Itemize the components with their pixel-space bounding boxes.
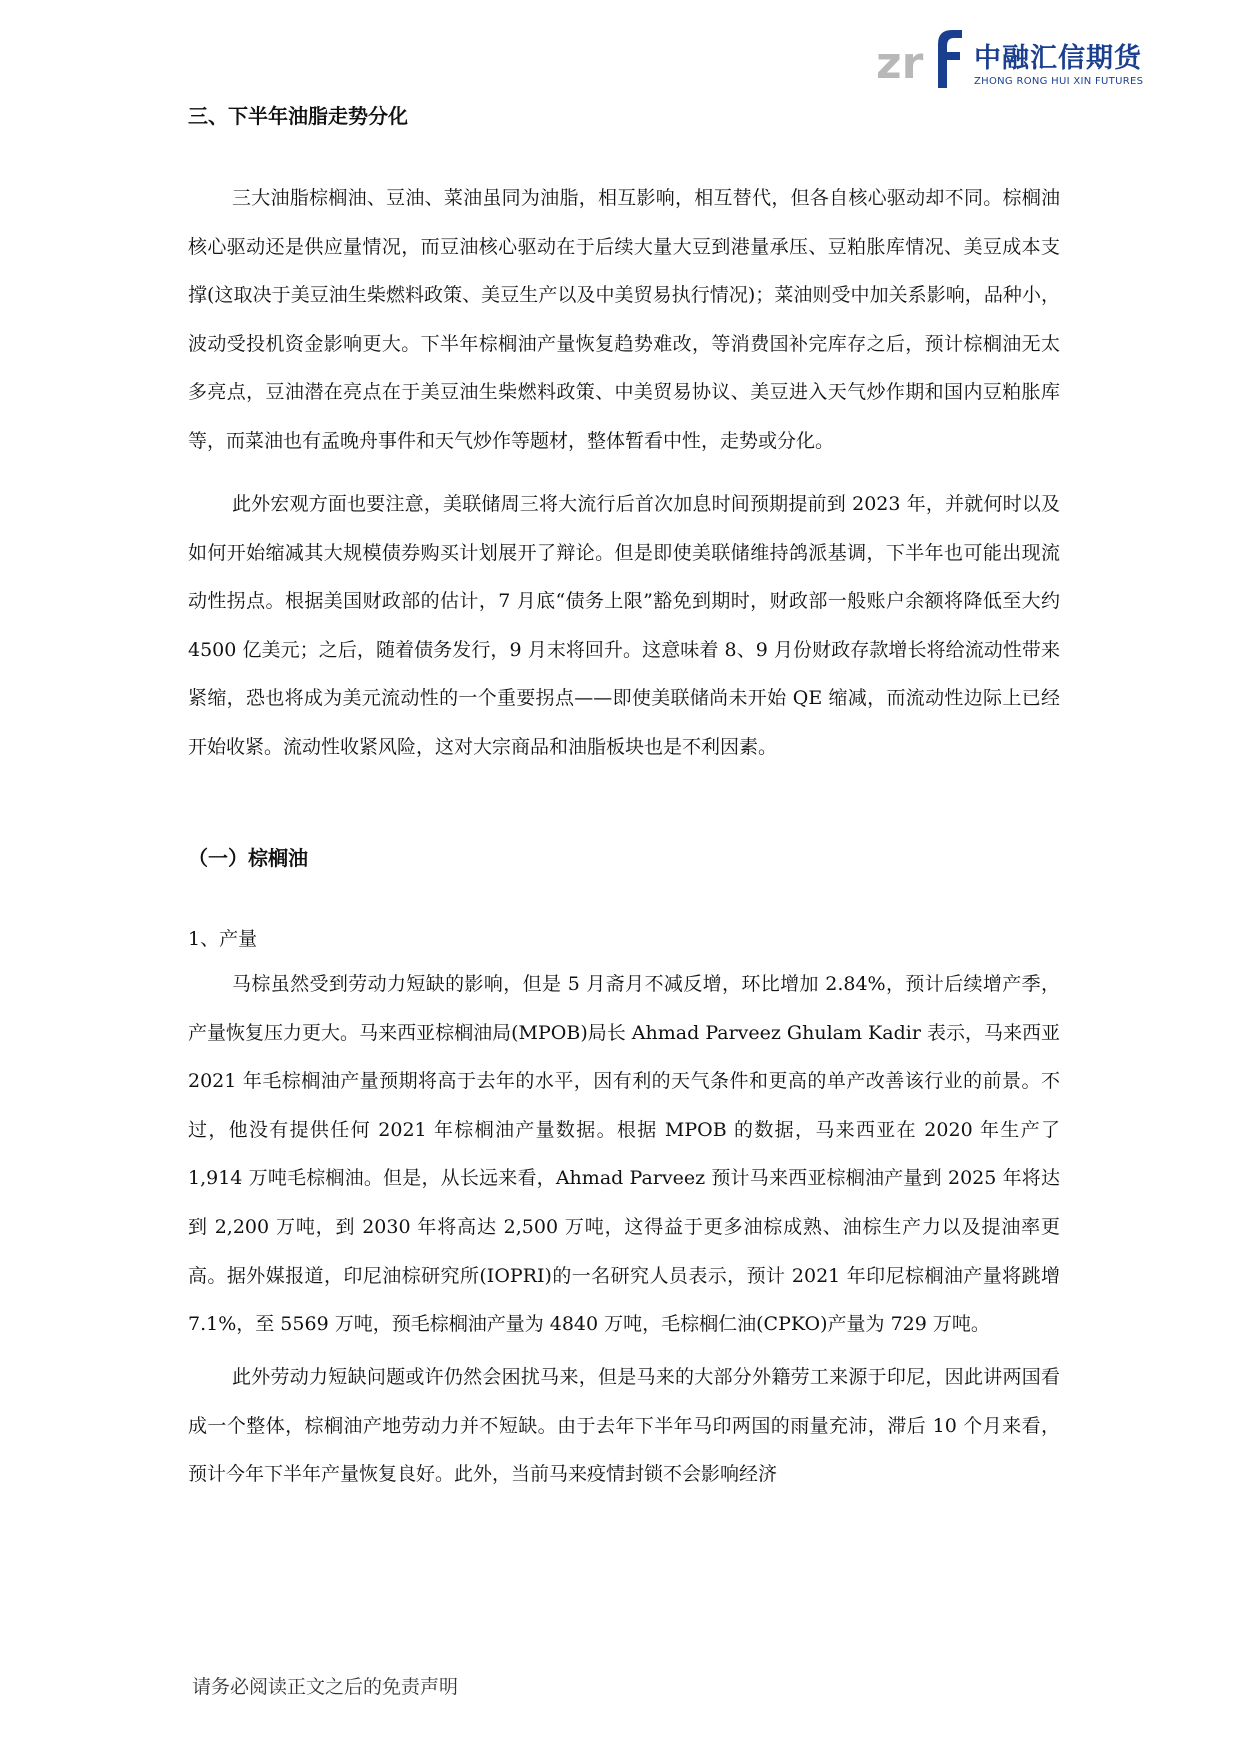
body-paragraph: 马棕虽然受到劳动力短缺的影响，但是 5 月斋月不减反增，环比增加 2.84%，预计后续增产季，产量恢复压力更大。马来西亚棕榈油局(MPOB)局长 Ahmad Parveez Ghulam Kadir 表示，马来西亚 2021 年毛棕榈油产量预期将高于去年的水平，因有利的天气条件和更高的单产改善该行业的前景。不过，他没有提供任何 2021 年棕榈油产量数据。根据 MPOB 的数据，马来西亚在 2020 年生产了 1,914 万吨毛棕榈油。但是，从长远来看，Ahmad Parveez 预计马来西亚棕榈油产量到 2025 年将达到 2,200 万吨，到 2030 年将高达 2,500 万吨，这得益于更多油棕成熟、油棕生产力以及提油率更高。据外媒报道，印尼油棕研究所(IOPRI)的一名研究人员表示，预计 2021 年印尼棕榈油产量将跳增 7.1%，至 5569 万吨，预毛棕榈油产量为 4840 万吨，毛棕榈仁油(CPKO)产量为 729 万吨。 <box>188 973 1060 1336</box>
body-paragraph: 三大油脂棕榈油、豆油、菜油虽同为油脂，相互影响，相互替代，但各自核心驱动却不同。棕榈油核心驱动还是供应量情况，而豆油核心驱动在于后续大量大豆到港量承压、豆粕胀库情况、美豆成本支撑(这取决于美豆油生柴燃料政策、美豆生产以及中美贸易执行情况)；菜油则受中加关系影响，品种小，波动受投机资金影响更大。下半年棕榈油产量恢复趋势难改，等消费国补完库存之后，预计棕榈油无太多亮点，豆油潜在亮点在于美豆油生柴燃料政策、中美贸易协议、美豆进入天气炒作期和国内豆粕胀库等，而菜油也有孟晚舟事件和天气炒作等题材，整体暂看中性，走势或分化。 <box>188 187 1060 452</box>
item-heading: 1、产量 <box>188 928 258 950</box>
company-logo <box>876 26 1176 96</box>
logo-mark-icon <box>876 26 966 90</box>
section-heading: 三、下半年油脂走势分化 <box>188 104 408 128</box>
subsection-heading: （一）棕榈油 <box>188 846 308 870</box>
body-paragraph: 此外宏观方面也要注意，美联储周三将大流行后首次加息时间预期提前到 2023 年，并就何时以及如何开始缩减其大规模债券购买计划展开了辩论。但是即使美联储维持鸽派基调，下半年也可能出现流动性拐点。根据美国财政部的估计，7 月底“债务上限”豁免到期时，财政部一般账户余额将降低至大约 4500 亿美元；之后，随着债务发行，9 月末将回升。这意味着 8、9 月份财政存款增长将给流动性带来紧缩，恐也将成为美元流动性的一个重要拐点——即使美联储尚未开始 QE 缩减，而流动性边际上已经开始收紧。流动性收紧风险，这对大宗商品和油脂板块也是不利因素。 <box>188 493 1060 758</box>
logo-english-name: ZHONG RONG HUI XIN FUTURES <box>974 76 1144 87</box>
body-paragraph: 此外劳动力短缺问题或许仍然会困扰马来，但是马来的大部分外籍劳工来源于印尼，因此讲两国看成一个整体，棕榈油产地劳动力并不短缺。由于去年下半年马印两国的雨量充沛，滞后 10 个月来看，预计今年下半年产量恢复良好。此外，当前马来疫情封锁不会影响经济 <box>188 1366 1060 1486</box>
footer-disclaimer: 请务必阅读正文之后的免责声明 <box>192 1676 459 1698</box>
svg-text:zr: zr <box>876 38 924 89</box>
logo-chinese-name: 中融汇信期货 <box>974 43 1142 74</box>
